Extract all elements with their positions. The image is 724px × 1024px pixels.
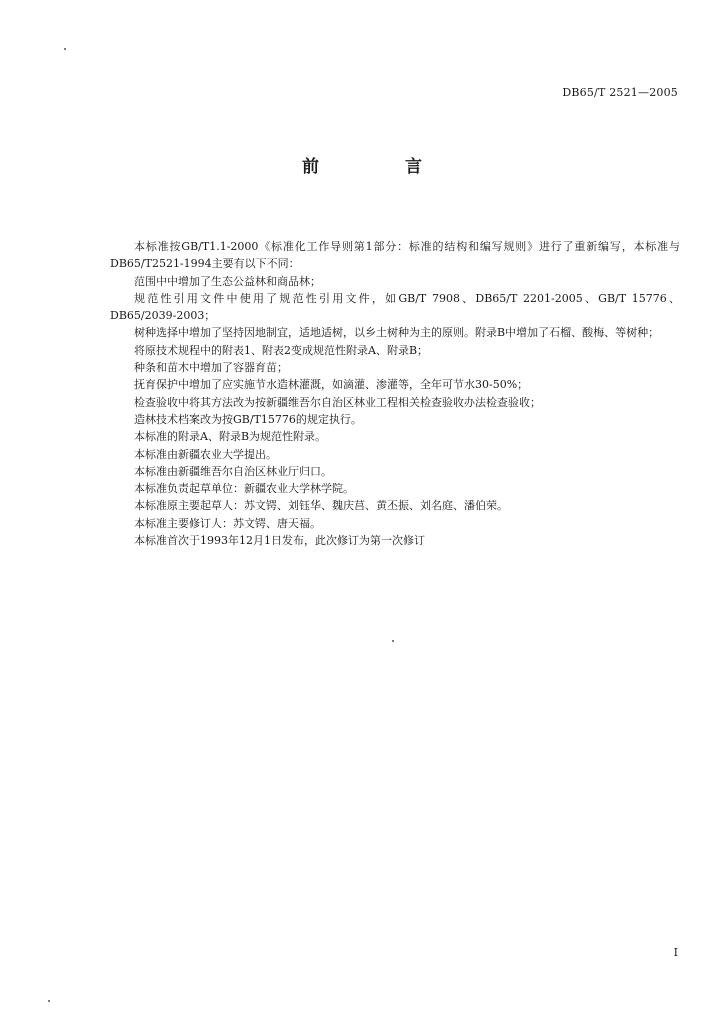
paragraph: 规范性引用文件中使用了规范性引用文件，如GB/T 7908、DB65/T 2201-2005、GB/T 15776、DB65/2039-2003；: [110, 291, 680, 323]
paragraph: 将原技术规程中的附表1、附表2变成规范性附录A、附录B；: [134, 343, 429, 357]
paragraph: 本标准原主要起草人：苏文锷、刘钰华、魏庆莒、黄丕振、刘名庭、潘伯荣。: [134, 499, 508, 513]
paragraph: 本标准首次于1993年12月1日发布，此次修订为第一次修订: [134, 534, 425, 548]
paragraph: 本标准的附录A、附录B为规范性附录。: [134, 430, 327, 444]
paragraph: 本标准负责起草单位：新疆农业大学林学院。: [134, 482, 354, 496]
paragraph: 本标准主要修订人：苏文锷、唐天福。: [134, 516, 321, 530]
paragraph: 树种选择中增加了坚持因地制宜，适地适树，以乡土树种为主的原则。附录B中增加了石榴、酸梅、等树种；: [134, 326, 660, 340]
foreword-body: [110, 238, 680, 549]
scan-speck: [48, 1000, 50, 1002]
paragraph: 抚育保护中增加了应实施节水造林灌溉，如滴灌、渗灌等，全年可节水30-50%；: [134, 378, 529, 392]
page-title: 前 言: [302, 157, 462, 177]
scan-speck: [64, 48, 66, 50]
paragraph: 本标准由新疆农业大学提出。: [134, 447, 277, 461]
paragraph: 种条和苗木中增加了容器育苗；: [134, 361, 288, 375]
scan-speck: [392, 640, 394, 642]
page-number: I: [673, 946, 678, 959]
paragraph: 本标准按GB/T1.1-2000《标准化工作导则第1部分：标准的结构和编写规则》进行了重新编写，本标准与DB65/T2521-1994主要有以下不同：: [110, 240, 680, 271]
paragraph: 本标准由新疆维吾尔自治区林业厅归口。: [134, 464, 332, 478]
standard-code: DB65/T 2521—2005: [562, 86, 678, 99]
paragraph: 造林技术档案改为按GB/T15776的规定执行。: [134, 412, 362, 426]
paragraph: 范围中中增加了生态公益林和商品林；: [134, 274, 321, 288]
paragraph: 检查验收中将其方法改为按新疆维吾尔自治区林业工程相关检查验收办法检查验收；: [134, 395, 541, 409]
